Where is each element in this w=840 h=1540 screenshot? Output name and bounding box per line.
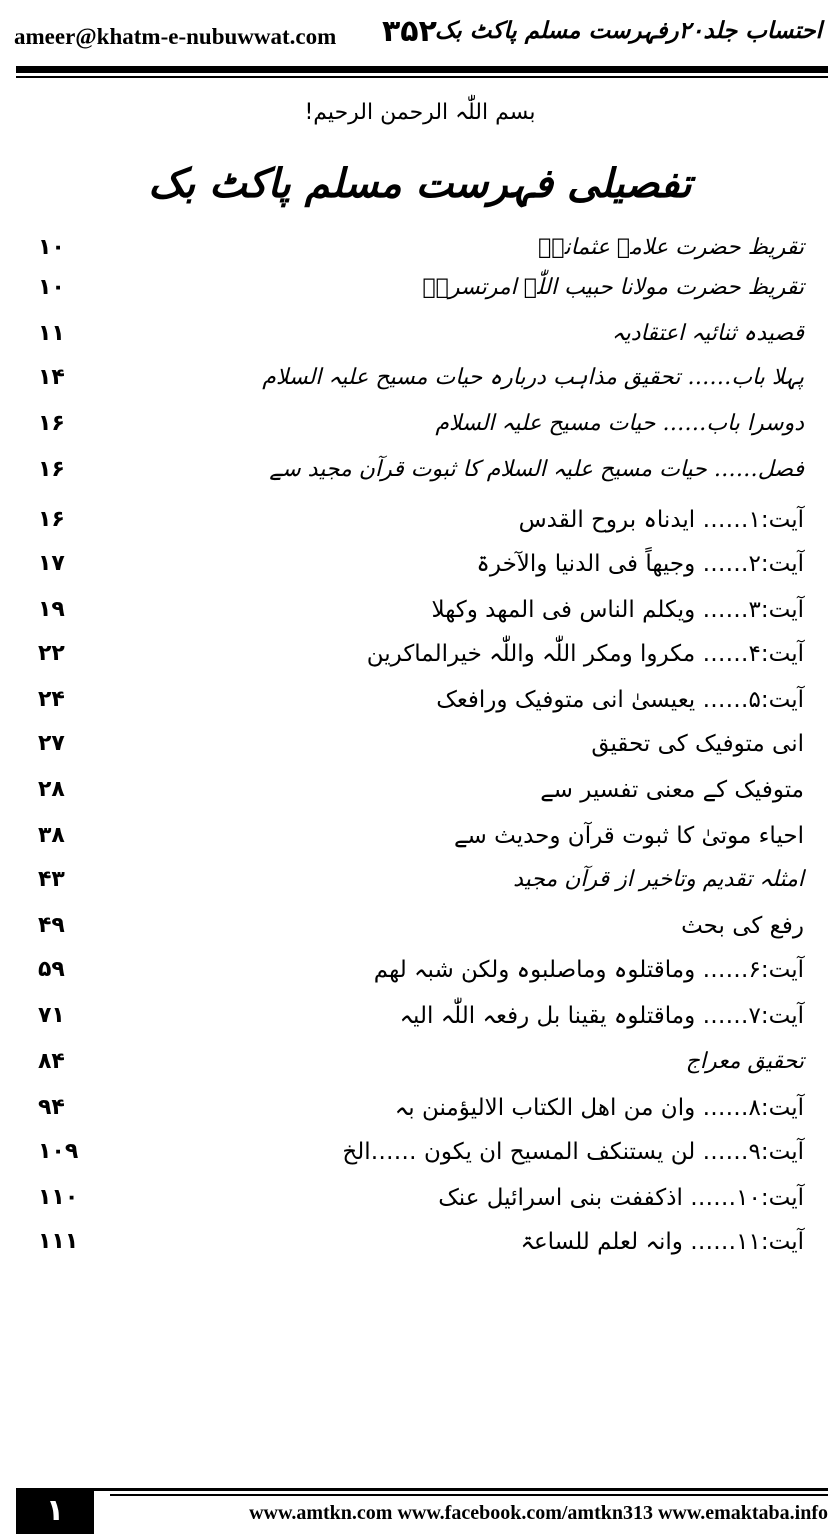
toc-entry-title: تحقیق معراج	[685, 1049, 804, 1074]
toc-row	[38, 1220, 804, 1264]
toc-entry-title: فصل…… حیات مسیح علیہ السلام کا ثبوت قرآن مجید سے	[269, 457, 804, 482]
toc-row	[38, 1086, 804, 1130]
toc-row	[38, 678, 804, 722]
toc-row	[38, 632, 804, 676]
toc-row	[38, 904, 804, 948]
toc-row	[38, 498, 804, 542]
toc-entry-page: ۲۲	[38, 641, 65, 666]
header-page-number: ۳۵۲	[382, 14, 437, 49]
toc-entry-page: ۱۱۱	[38, 1229, 79, 1254]
toc-row	[38, 1040, 804, 1084]
toc-row	[38, 356, 804, 400]
header-running-title: احتساب جلد۲۰رفہرست مسلم پاکٹ بک	[434, 18, 822, 44]
toc-row	[38, 312, 804, 356]
toc-entry-page: ۱۶	[38, 507, 65, 532]
toc-entry-page: ۴۳	[38, 867, 65, 892]
toc-row	[38, 542, 804, 586]
toc-entry-page: ۱۹	[38, 597, 65, 622]
toc-entry-title: آیت:۱۰…… اذکففت بنی اسرائیل عنک	[438, 1185, 804, 1211]
toc-entry-page: ۱۴	[38, 365, 65, 390]
toc-entry-title: قصیدہ ثنائیہ اعتقادیہ	[611, 321, 804, 346]
toc-row	[38, 994, 804, 1038]
toc-entry-page: ۵۹	[38, 957, 65, 982]
toc-entry-title: احیاء موتیٰ کا ثبوت قرآن وحدیث سے	[454, 823, 804, 849]
toc-row	[38, 226, 804, 270]
toc-entry-title: آیت:۵…… یعیسیٰ انی متوفیک ورافعک	[436, 687, 804, 713]
footer-links: www.amtkn.com www.facebook.com/amtkn313 www.emaktaba.info	[249, 1502, 828, 1524]
toc-entry-title: دوسرا باب…… حیات مسیح علیہ السلام	[435, 411, 804, 436]
header-rule	[16, 66, 828, 73]
footer-rule-thin	[110, 1494, 828, 1496]
toc-row	[38, 948, 804, 992]
toc-entry-title: تقریظ حضرت علامہ عثمانیؒ	[538, 235, 804, 260]
toc-entry-page: ۴۹	[38, 913, 65, 938]
toc-row	[38, 722, 804, 766]
toc-entry-page: ۱۶	[38, 457, 65, 482]
toc-entry-title: رفع کی بحث	[681, 913, 804, 939]
toc-entry-page: ۲۸	[38, 777, 65, 802]
toc-entry-page: ۹۴	[38, 1095, 65, 1120]
toc-entry-page: ۳۸	[38, 823, 65, 848]
toc-entry-page: ۲۴	[38, 687, 65, 712]
toc-entry-title: آیت:۹…… لن یستنکف المسیح ان یکون ……الخ	[342, 1139, 804, 1165]
toc-entry-title: تقریظ حضرت مولانا حبیب اللّٰہ امرتسریؒ	[422, 275, 804, 300]
toc-row	[38, 448, 804, 492]
toc-entry-title: آیت:۱۱…… وانہ لعلم للساعۃ	[520, 1229, 804, 1255]
toc-entry-title: آیت:۲…… وجیھاً فی الدنیا والآخرۃ	[476, 551, 804, 577]
toc-row	[38, 402, 804, 446]
header-rule-thin	[16, 76, 828, 78]
toc-entry-page: ۱۷	[38, 551, 65, 576]
toc-row	[38, 588, 804, 632]
toc-row	[38, 266, 804, 310]
toc-entry-title: انی متوفیک کی تحقیق	[591, 731, 804, 757]
toc-entry-page: ۱۰۹	[38, 1139, 79, 1164]
toc-entry-page: ۲۷	[38, 731, 65, 756]
bismillah: بسم اللّٰہ الرحمن الرحیم!	[304, 100, 536, 125]
toc-entry-title: آیت:۱…… ایدناہ بروح القدس	[518, 507, 804, 533]
page-header	[0, 0, 840, 76]
toc-entry-page: ۱۱۰	[38, 1185, 79, 1210]
toc-entry-title: آیت:۴…… مکروا ومکر اللّٰہ واللّٰہ خیرالماکرین	[366, 641, 804, 667]
toc-row	[38, 814, 804, 858]
toc-entry-page: ۱۰	[38, 275, 65, 300]
toc-row	[38, 1130, 804, 1174]
header-email: ameer@khatm-e-nubuwwat.com	[14, 24, 337, 49]
toc-entry-page: ۱۱	[38, 321, 65, 346]
toc-entry-page: ۸۴	[38, 1049, 65, 1074]
footer-page-badge: ۱	[16, 1488, 94, 1534]
toc-entry-title: پہلا باب…… تحقیق مذاہب دربارہ حیات مسیح علیہ السلام	[262, 365, 804, 390]
toc-row	[38, 858, 804, 902]
toc-entry-title: آیت:۸…… وان من اھل الکتاب الالیؤمنن بہ	[394, 1095, 804, 1121]
toc-entry-title: آیت:۶…… وماقتلوہ وماصلبوہ ولکن شبہ لھم	[373, 957, 804, 983]
toc-row	[38, 768, 804, 812]
toc-entry-page: ۷۱	[38, 1003, 65, 1028]
toc-entry-title: آیت:۳…… ویکلم الناس فی المھد وکھلا	[431, 597, 804, 623]
page-title: تفصیلی فہرست مسلم پاکٹ بک	[148, 160, 692, 207]
toc-entry-page: ۱۶	[38, 411, 65, 436]
toc-entry-page: ۱۰	[38, 235, 65, 260]
toc-row	[38, 1176, 804, 1220]
toc-entry-title: آیت:۷…… وماقتلوہ یقینا بل رفعہ اللّٰہ الیہ	[399, 1003, 804, 1029]
toc-entry-title: متوفیک کے معنی تفسیر سے	[540, 777, 804, 803]
footer-rule	[16, 1488, 828, 1491]
toc-entry-title: امثلہ تقدیم وتاخیر از قرآن مجید	[513, 867, 804, 892]
